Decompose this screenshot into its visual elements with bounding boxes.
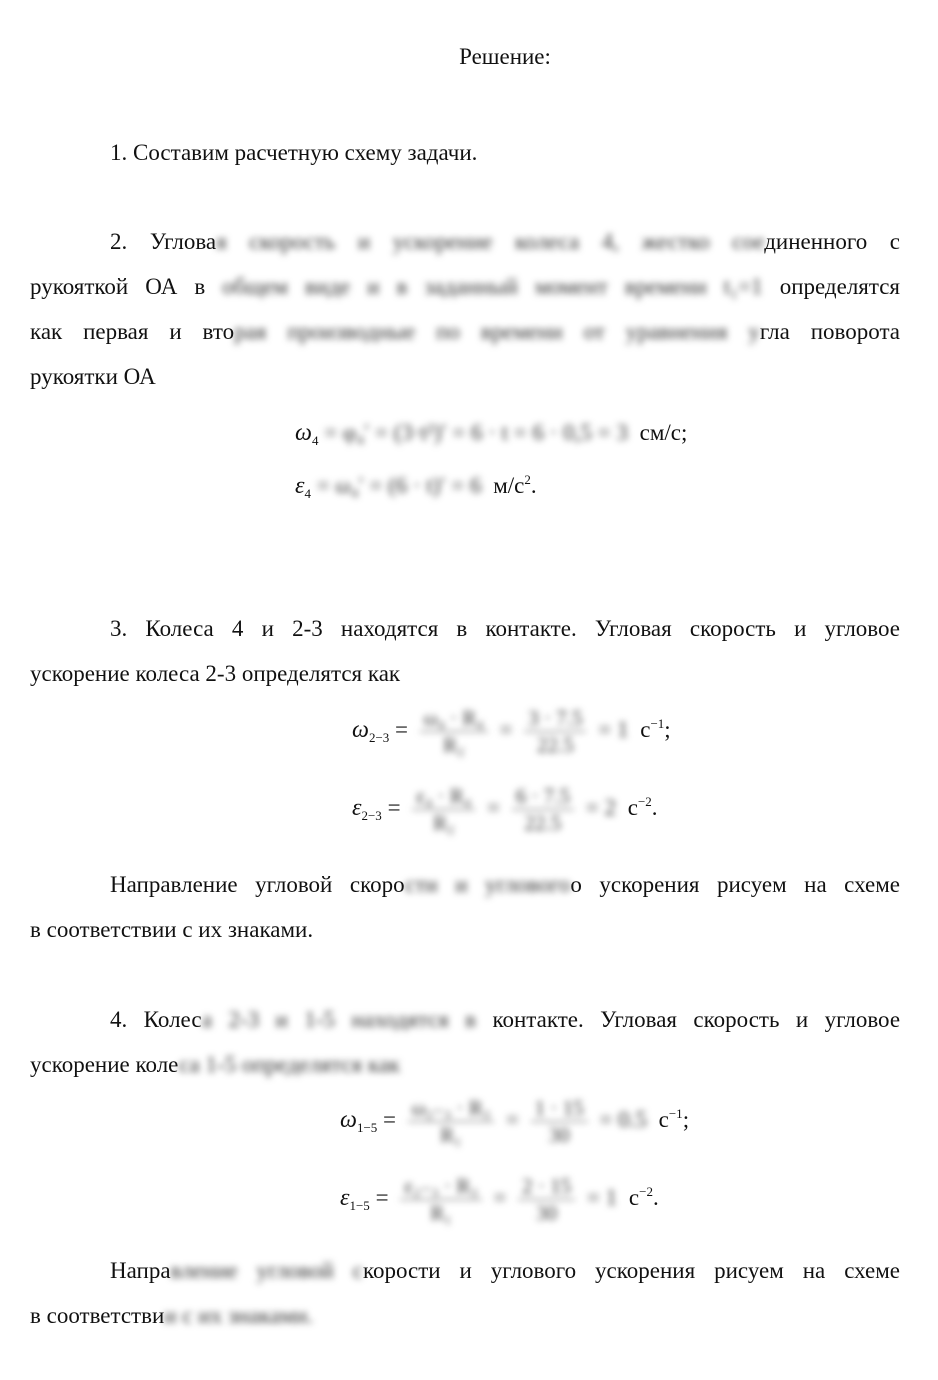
step-2-line-1: 2. Угловая скорость и ускорение колеса 4, жестко соединенного с <box>110 229 900 254</box>
step-3-paragraph <box>30 606 900 696</box>
solution-title: Решение: <box>459 44 551 69</box>
formula-omega-2-3: $\omega_{2-3}$ = $\frac{\text{ω₄ · R₄}}{\text{R₂}}$ = $\frac{3 \cdot 7.5}{22.5}$ = 1 $c^{-1}$; <box>352 706 671 757</box>
blurred-fraction: $\frac{3 \cdot 7.5}{22.5}$ <box>524 705 586 758</box>
blurred-text: вление угловой с <box>170 1258 363 1283</box>
note-2-line-1: Направление угловой скорости и углового ускорения рисуем на схеме <box>110 1258 900 1283</box>
note-1-line-1: Направление угловой скорости и угловогоо ускорения рисуем на схеме <box>110 872 900 897</box>
blurred-formula: = ω₄′ = (6 · t)′ = 6 <box>316 473 482 498</box>
blurred-fraction: $\frac{1 \cdot 15}{30}$ <box>531 1095 588 1148</box>
step-1-paragraph: 1. Составим расчетную схему задачи. <box>110 140 478 165</box>
blurred-formula: = φ₄′ = (3·t²)′ = 6 · t = 6 · 0,5 = 3 <box>324 420 628 445</box>
blurred-fraction: $\frac{\text{ε₄ · R₄}}{\text{R₂}}$ <box>412 783 475 836</box>
note-2-paragraph <box>30 1248 900 1338</box>
formula-epsilon-1-5: $\varepsilon_{1-5}$ = $\frac{\text{ε₂₋₃ · R₃}}{\text{R₁}}$ = $\frac{2 \cdot 15}{30}$ = 1 $c^{-2}$. <box>340 1174 659 1225</box>
step-4-line-1: 4. Колеса 2-3 и 1-5 находятся в контакте. Угловая скорость и угловое <box>110 1007 901 1032</box>
note-2-line-2: в соответствии с их знаками. <box>30 1303 314 1328</box>
step-3-line-1: 3. Колеса 4 и 2-3 находятся в контакте. Угловая скорость и угловое <box>110 616 900 641</box>
blurred-text: я скорость и ускорение колеса 4, жестко сое <box>216 229 765 254</box>
note-1-paragraph <box>30 862 900 952</box>
step-3-line-2: ускорение колеса 2-3 определятся как <box>30 661 401 686</box>
note-1-line-2: в соответствии с их знаками. <box>30 917 314 942</box>
blurred-fraction: $\frac{\text{ε₂₋₃ · R₃}}{\text{R₁}}$ <box>400 1173 481 1226</box>
blurred-text: рая производные по времени от уравнения у <box>234 319 760 344</box>
blurred-text: сти и углового <box>405 872 571 897</box>
blurred-text: са 1-5 определятся как <box>178 1052 401 1077</box>
step-4-line-2: ускорение колеса 1-5 определятся как <box>30 1052 401 1077</box>
blurred-fraction: $\frac{2 \cdot 15}{30}$ <box>518 1173 575 1226</box>
formula-epsilon-2-3: $\varepsilon_{2-3}$ = $\frac{\text{ε₄ · R₄}}{\text{R₂}}$ = $\frac{6 \cdot 7.5}{22.5}$ = 2 $c^{-2}$. <box>352 784 658 835</box>
formula-epsilon-4: $\varepsilon_4 = \omega_4' = (6 \cdot t)' = 6$ $м/с^2$. <box>295 472 537 501</box>
blurred-fraction: $\frac{6 \cdot 7.5}{22.5}$ <box>512 783 574 836</box>
formula-omega-4: $\omega_4 = \varphi_4' = (3\cdot t^2)' = 6 \cdot t = 6 \cdot 0,5 = 3$ см/с; <box>295 420 688 448</box>
formula-omega-1-5: $\omega_{1-5}$ = $\frac{\text{ω₂₋₃ · R₃}}{\text{R₁}}$ = $\frac{1 \cdot 15}{30}$ = 0.5 $c^{-1}$; <box>340 1096 690 1147</box>
blurred-text: и с их знаками. <box>164 1303 314 1328</box>
step-2-line-2: рукояткой ОА в общем виде и в заданный момент времени t₁=1 определятся <box>30 274 901 299</box>
step-2-line-4: рукоятки ОА <box>30 364 156 389</box>
step-2-line-3: как первая и вторая производные по времени от уравнения угла поворота <box>30 319 900 344</box>
blurred-text: а 2-3 и 1-5 находятся в <box>201 1007 477 1032</box>
blurred-fraction: $\frac{\text{ω₄ · R₄}}{\text{R₂}}$ <box>420 705 488 758</box>
step-2-paragraph <box>30 219 900 399</box>
step-4-paragraph <box>30 997 900 1087</box>
blurred-fraction: $\frac{\text{ω₂₋₃ · R₃}}{\text{R₁}}$ <box>408 1095 494 1148</box>
blurred-text: общем виде и в заданный момент времени t₁=1 <box>222 274 763 299</box>
